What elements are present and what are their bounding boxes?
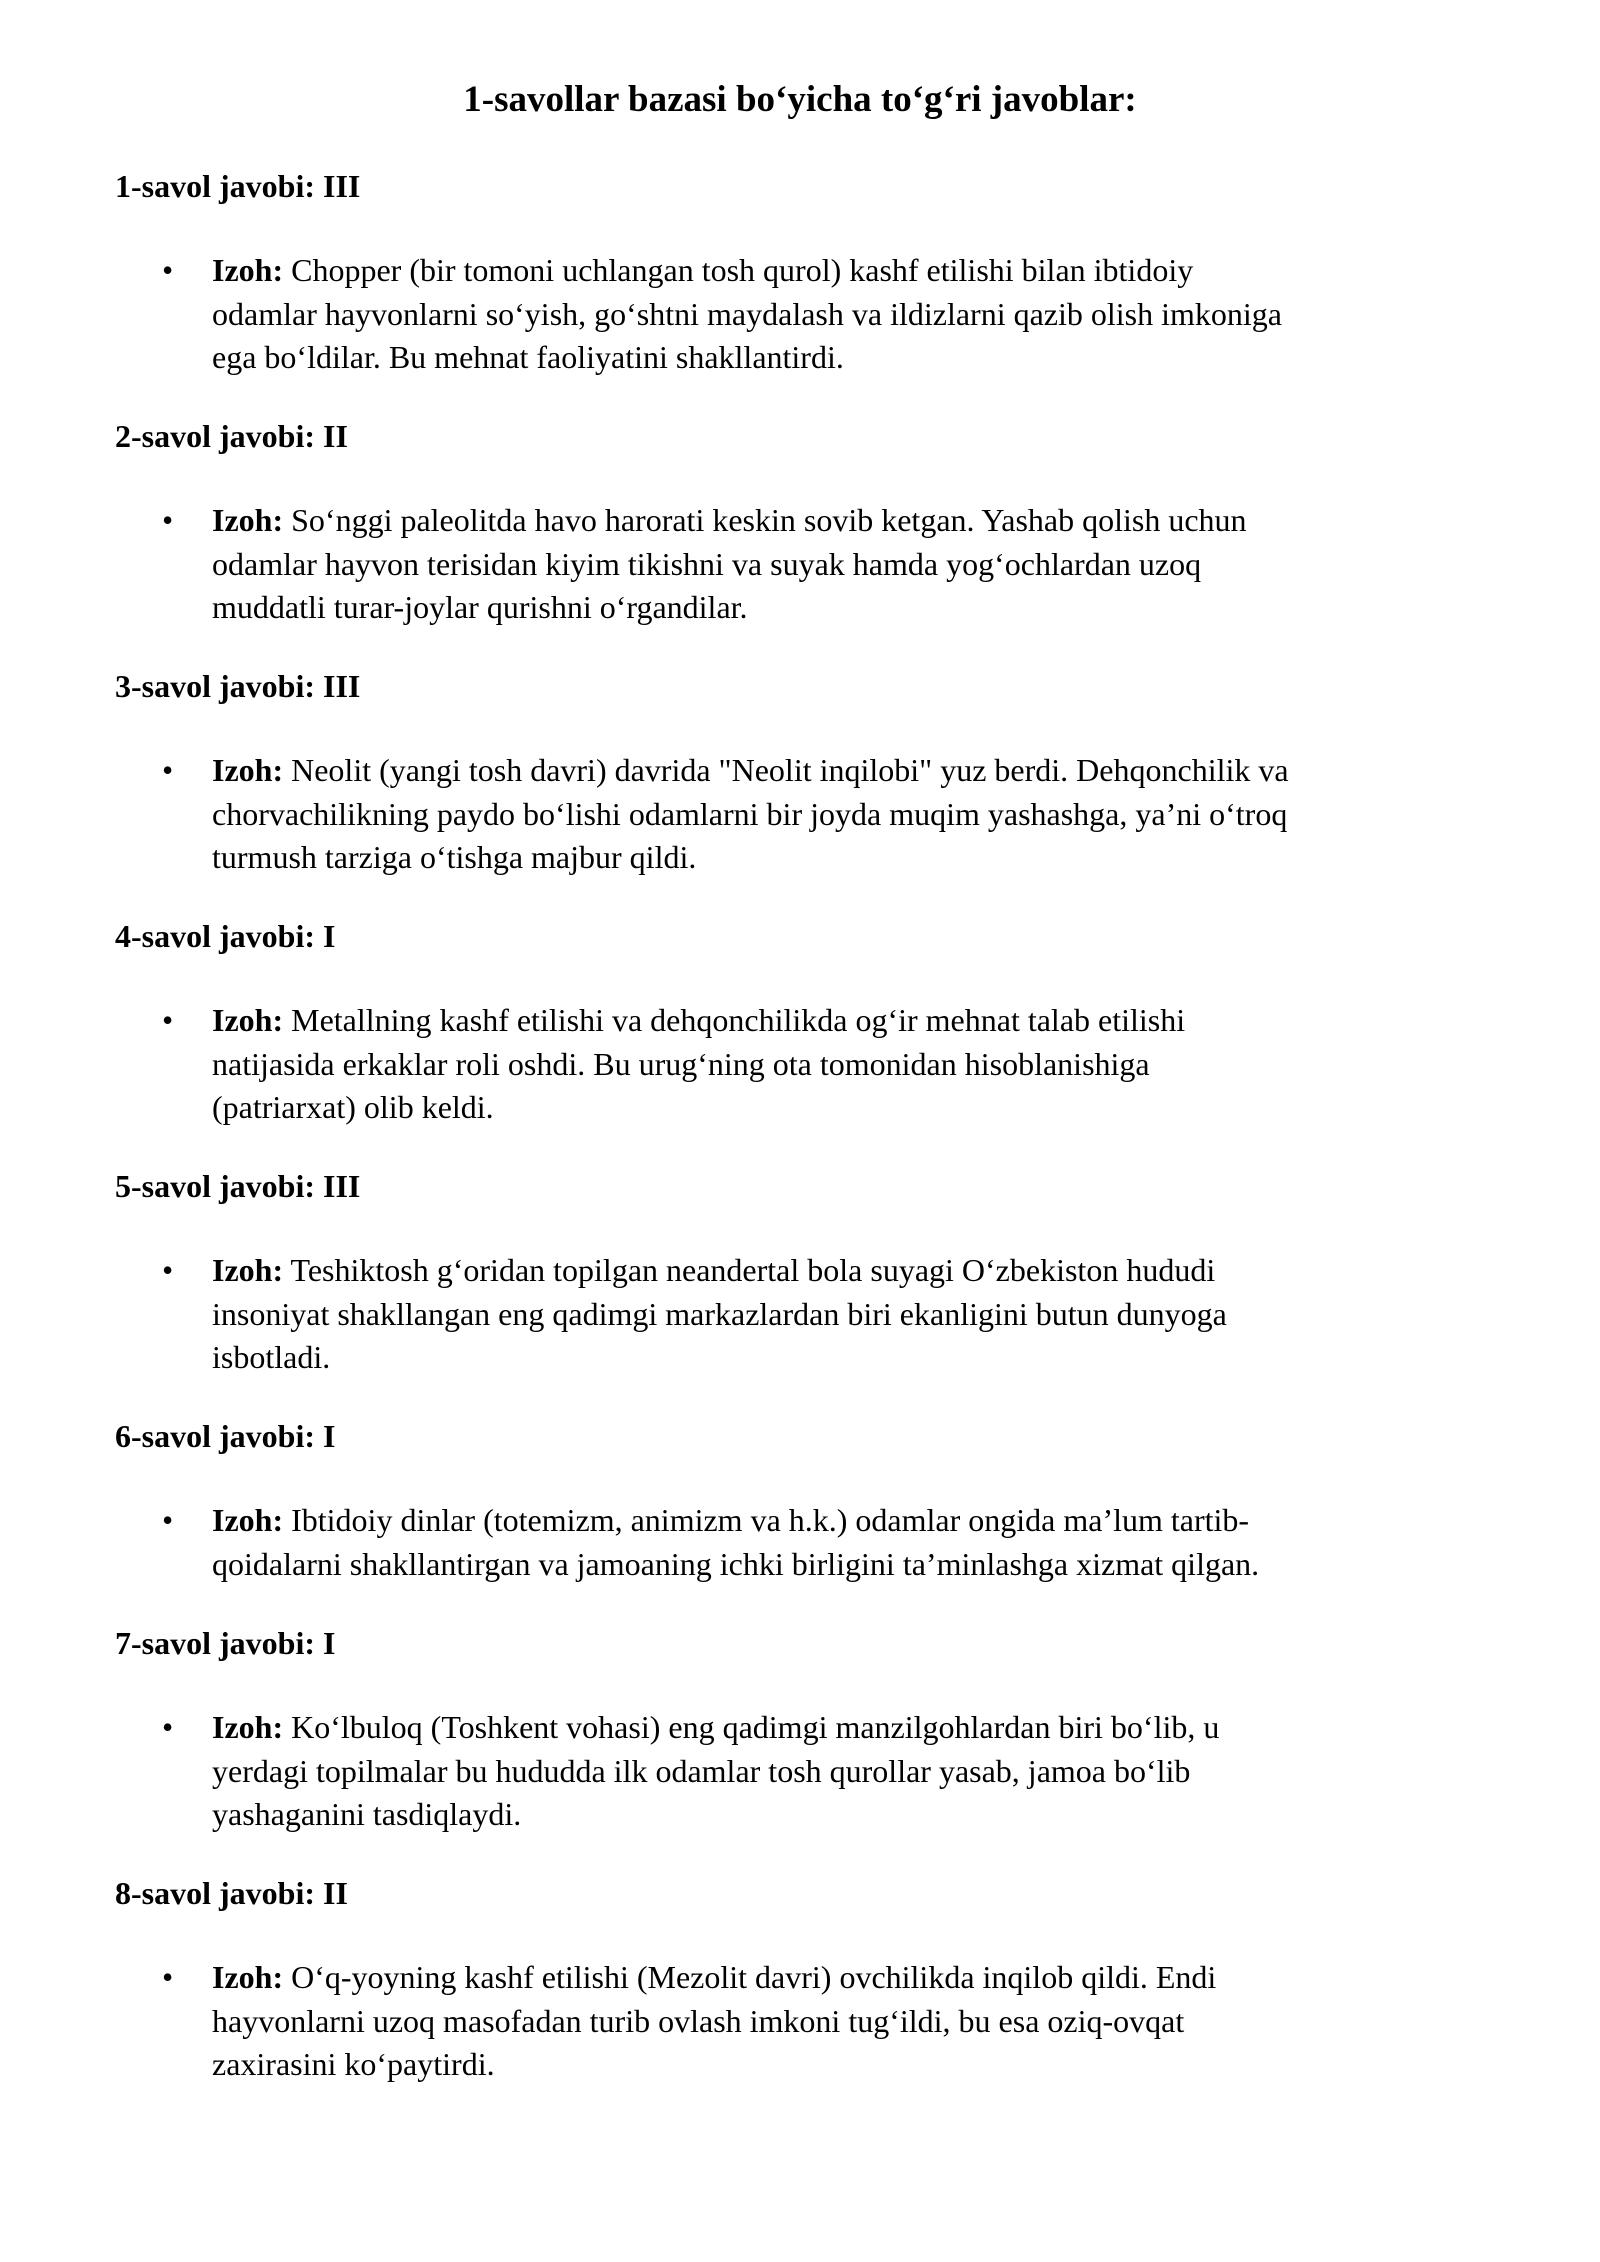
bullet-icon: • xyxy=(162,1959,174,1995)
answer-heading: 8-savol javobi: II xyxy=(115,1875,348,1911)
explanation-line: Ibtidoiy dinlar (totemizm, animizm va h.k.) odamlar ongida ma’lum tartib- xyxy=(291,1502,1250,1538)
answer-block-6 xyxy=(115,1416,1515,1586)
answer-heading: 4-savol javobi: I xyxy=(115,918,336,954)
explanation-label: Izoh: xyxy=(212,1959,284,1995)
bullet-icon: • xyxy=(162,752,174,788)
explanation-line: hayvonlarni uzoq masofadan turib ovlash imkoni tug‘ildi, bu esa oziq-ovqat xyxy=(212,2002,1185,2039)
answer-block-7 xyxy=(115,1623,1515,1837)
explanation-line: ega bo‘ldilar. Bu mehnat faoliyatini shakllantirdi. xyxy=(212,339,844,375)
explanation-line: muddatli turar-joylar qurishni o‘rgandilar. xyxy=(212,589,748,625)
explanation-label: Izoh: xyxy=(212,1252,284,1288)
explanation-label: Izoh: xyxy=(212,502,284,538)
answer-heading: 3-savol javobi: III xyxy=(115,668,361,704)
explanation-label: Izoh: xyxy=(212,252,284,288)
explanation-line: O‘q-yoyning kashf etilishi (Mezolit davri) ovchilikda inqilob qildi. Endi xyxy=(291,1959,1217,1995)
bullet-icon: • xyxy=(162,1502,174,1538)
document-title: 1-savollar bazasi bo‘yicha to‘g‘ri javoblar: xyxy=(463,79,1137,120)
answer-block-4 xyxy=(115,916,1515,1130)
explanation-line: Chopper (bir tomoni uchlangan tosh qurol) kashf etilishi bilan ibtidoiy xyxy=(291,252,1194,288)
explanation-line: Teshiktosh g‘oridan topilgan neandertal bola suyagi O‘zbekiston hududi xyxy=(290,1252,1216,1288)
bullet-icon: • xyxy=(162,252,174,288)
explanation-line: chorvachilikning paydo bo‘lishi odamlarni bir joyda muqim yashashga, ya’ni o‘troq xyxy=(212,795,1288,832)
explanation-line: turmush tarziga o‘tishga majbur qildi. xyxy=(212,839,697,875)
explanation-item xyxy=(115,999,1600,1130)
explanation-item xyxy=(115,499,1600,630)
answer-heading: 7-savol javobi: I xyxy=(115,1625,336,1661)
explanation-item xyxy=(115,1249,1600,1380)
answer-block-8 xyxy=(115,1873,1515,2087)
explanation-line: zaxirasini ko‘paytirdi. xyxy=(212,2046,495,2082)
explanation-item xyxy=(115,1706,1600,1837)
answer-block-2 xyxy=(115,416,1515,630)
explanation-line: odamlar hayvon terisidan kiyim tikishni va suyak hamda yog‘ochlardan uzoq xyxy=(212,545,1202,582)
explanation-line: Ko‘lbuloq (Toshkent vohasi) eng qadimgi manzilgohlardan biri bo‘lib, u xyxy=(291,1709,1220,1745)
explanation-label: Izoh: xyxy=(212,1502,284,1538)
bullet-icon: • xyxy=(162,1252,174,1288)
answer-block-5 xyxy=(115,1166,1515,1380)
explanation-line: Neolit (yangi tosh davri) davrida "Neolit inqilobi" yuz berdi. Dehqonchilik va xyxy=(291,752,1289,788)
answer-heading: 2-savol javobi: II xyxy=(115,418,348,454)
answer-block-3 xyxy=(115,666,1515,880)
explanation-line: isbotladi. xyxy=(212,1339,331,1375)
bullet-icon: • xyxy=(162,502,174,538)
explanation-line: yashaganini tasdiqlaydi. xyxy=(212,1796,522,1832)
answer-heading: 1-savol javobi: III xyxy=(115,168,361,204)
explanation-line: So‘nggi paleolitda havo harorati keskin sovib ketgan. Yashab qolish uchun xyxy=(291,502,1247,538)
answer-heading: 5-savol javobi: III xyxy=(115,1168,361,1204)
answer-heading: 6-savol javobi: I xyxy=(115,1418,336,1454)
explanation-line: yerdagi topilmalar bu hududda ilk odamlar tosh qurollar yasab, jamoa bo‘lib xyxy=(212,1752,1191,1789)
explanation-line: insoniyat shakllangan eng qadimgi markazlardan biri ekanligini butun dunyoga xyxy=(212,1295,1227,1332)
explanation-line: (patriarxat) olib keldi. xyxy=(212,1089,494,1125)
explanation-item xyxy=(115,249,1600,380)
explanation-item xyxy=(115,749,1600,880)
bullet-icon: • xyxy=(162,1002,174,1038)
explanation-line: qoidalarni shakllantirgan va jamoaning ichki birligini ta’minlashga xizmat qilgan. xyxy=(212,1545,1260,1582)
bullet-icon: • xyxy=(162,1709,174,1745)
explanation-label: Izoh: xyxy=(212,1709,284,1745)
explanation-line: natijasida erkaklar roli oshdi. Bu urug‘ning ota tomonidan hisoblanishiga xyxy=(212,1045,1150,1082)
explanation-line: Metallning kashf etilishi va dehqonchilikda og‘ir mehnat talab etilishi xyxy=(291,1002,1186,1038)
explanation-item xyxy=(115,1956,1600,2087)
answer-block-1 xyxy=(115,166,1515,380)
explanation-item xyxy=(115,1499,1600,1586)
explanation-label: Izoh: xyxy=(212,752,284,788)
explanation-label: Izoh: xyxy=(212,1002,284,1038)
explanation-line: odamlar hayvonlarni so‘yish, go‘shtni maydalash va ildizlarni qazib olish imkoniga xyxy=(212,295,1282,332)
